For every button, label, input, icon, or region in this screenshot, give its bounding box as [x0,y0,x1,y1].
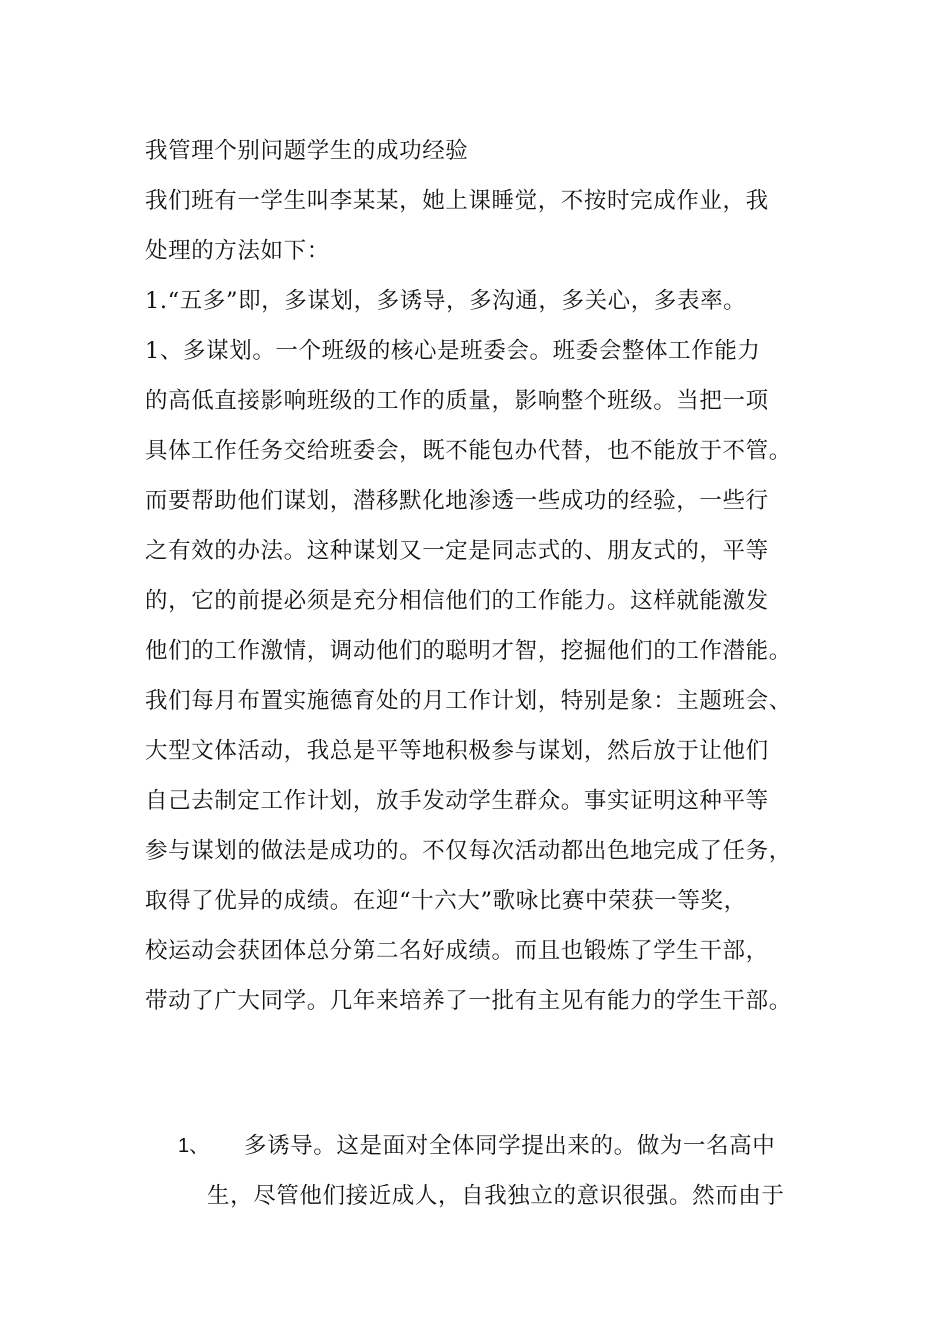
paragraph-line: 1、多谋划。一个班级的核心是班委会。班委会整体工作能力 [145,338,761,364]
paragraph-line: 带动了广大同学。几年来培养了一批有主见有能力的学生干部。 [145,988,792,1014]
summary-line: 1.“五多”即，多谋划，多诱导，多沟通，多关心，多表率。 [145,288,747,314]
list-item-line: 生，尽管他们接近成人，自我独立的意识很强。然而由于 [207,1183,785,1209]
paragraph-line: 他们的工作激情，调动他们的聪明才智，挖掘他们的工作潜能。 [145,638,792,664]
paragraph-line: 大型文体活动，我总是平等地积极参与谋划，然后放于让他们 [145,738,769,764]
paragraph-line: 取得了优异的成绩。在迎“十六大”歌咏比赛中荣获一等奖， [145,888,747,914]
paragraph-line: 我们每月布置实施德育处的月工作计划，特别是象：主题班会、 [145,688,792,714]
list-item-line: 多诱导。这是面对全体同学提出来的。做为一名高中 [244,1133,776,1159]
intro-line: 我们班有一学生叫李某某，她上课睡觉，不按时完成作业，我 [145,188,769,214]
paragraph-line: 自己去制定工作计划，放手发动学生群众。事实证明这种平等 [145,788,769,814]
paragraph-line: 参与谋划的做法是成功的。不仅每次活动都出色地完成了任务， [145,838,792,864]
paragraph-line: 具体工作任务交给班委会，既不能包办代替，也不能放于不管。 [145,438,792,464]
paragraph-line: 而要帮助他们谋划，潜移默化地渗透一些成功的经验，一些行 [145,488,769,514]
list-number: 1、 [178,1135,210,1157]
paragraph-line: 校运动会获团体总分第二名好成绩。而且也锻炼了学生干部， [145,938,769,964]
document-title: 我管理个别问题学生的成功经验 [145,138,469,164]
paragraph-line: 的高低直接影响班级的工作的质量，影响整个班级。当把一项 [145,388,769,414]
paragraph-line: 的，它的前提必须是充分相信他们的工作能力。这样就能激发 [145,588,769,614]
intro-line: 处理的方法如下： [145,238,330,264]
paragraph-line: 之有效的办法。这种谋划又一定是同志式的、朋友式的，平等 [145,538,769,564]
